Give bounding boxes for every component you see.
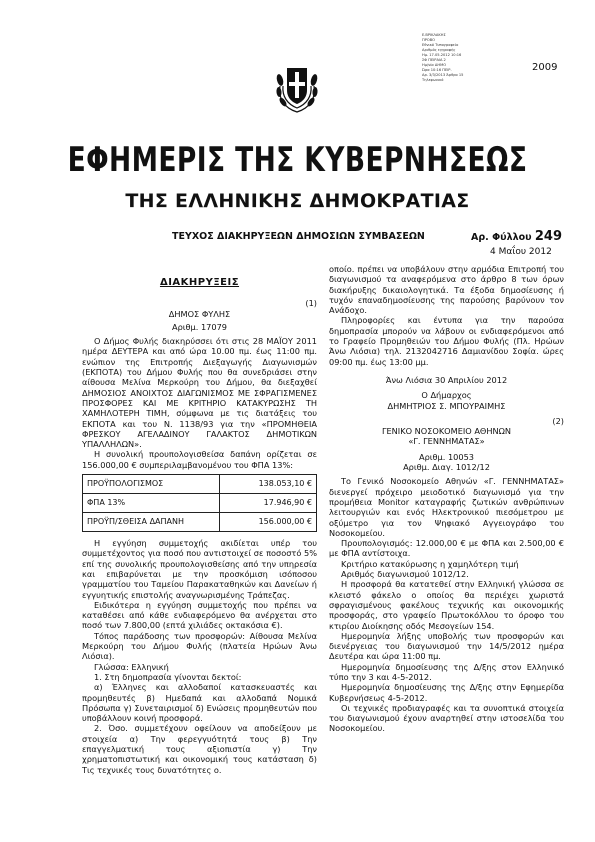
- paragraph: α) Έλληνες και αλλοδαποί κατασκευαστές και προμηθευτές β) Ημεδαπά και αλλοδαπά Νομικά Πρόσωπα γ) Συνεταιρισμοί δ) Ενώσεις προμηθευτών που υποβάλλουν κοινή προσφορά.: [82, 682, 317, 724]
- item-number: (2): [552, 415, 564, 426]
- table-cell-label: ΦΠΑ 13%: [83, 494, 220, 513]
- place-date: Άνω Λιόσια 30 Απριλίου 2012: [385, 374, 508, 385]
- gazette-masthead: ΕΦΗΜΕΡΙΣ ΤΗΣ ΚΥΒΕΡΝΗΣΕΩΣ: [67, 140, 528, 180]
- paragraph: Αριθμός διαγωνισμού 1012/12.: [341, 569, 469, 580]
- right-column: [329, 264, 564, 734]
- table-cell-label: ΠΡΟΫΠΟΛΟΓΙΣΜΟΣ: [83, 475, 220, 494]
- paragraph: Το Γενικό Νοσοκομείο Αθηνών «Γ. ΓΕΝΝΗΜΑΤΑΣ» διενεργεί πρόχειρο μειοδοτικό διαγωνισμό για την προμήθεια Monitor καταγραφής ζωτικών ανθρώπινων λειτουργιών και ενός Ηλεκτρονικού πιεσόμετρου με οξύμετρο για τον Ψηφιακό Αγγειογράφο του Νοσοκομείου.: [329, 476, 564, 538]
- table-cell-value: 156.000,00 €: [220, 513, 317, 532]
- reference-number: Αριθμ. 10053: [418, 451, 475, 462]
- paragraph: Η προσφορά θα κατατεθεί στην Ελληνική γλώσσα σε κλειστό φάκελο ο οποίος θα περιέχει χωριστά σφραγισμένους φακέλους τεχνικής και οικονομικής προσφοράς, στο γραφείο Πρωτοκόλλου το όροφο του κτιρίου Διοίκησης οδός Μεσογείων 154.: [329, 579, 564, 631]
- issue-number: 249: [534, 229, 562, 244]
- gazette-subtitle: ΤΗΣ ΕΛΛΗΝΙΚΗΣ ΔΗΜΟΚΡΑΤΙΑΣ: [125, 190, 470, 212]
- stamp-line: Εθνικό Τυπογραφείο: [422, 43, 459, 47]
- stamp-line: ΠΡΟΒΟ: [422, 38, 435, 42]
- issue-label: Αρ. Φύλλου: [471, 232, 532, 243]
- stamp-line: ΣΦ ΠΕΙΡΑΙΑ 2: [422, 58, 446, 62]
- paragraph: Ειδικότερα η εγγύηση συμμετοχής που πρέπει να καταθέσει από κάθε ενδιαφερόμενο θα ανέρχεται στο ποσό των 7.800,00 (επτά χιλιάδες οκτακόσια €).: [82, 599, 317, 631]
- issuer-name: ΓΕΝΙΚΟ ΝΟΣΟΚΟΜΕΙΟ ΑΘΗΝΩΝ: [381, 426, 512, 437]
- page-number: 2009: [532, 62, 558, 73]
- stamp-line: Ημ/νία ΔΗΜΟ: [422, 63, 447, 67]
- reference-number: Αριθμ. 17079: [171, 321, 228, 332]
- paragraph: 2. Όσο. συμμετέχουν οφείλουν να αποδείξουν με στοιχεία α) Την φερεγγυότητά τους β) Την επαγγελματική τους αξιοπιστία γ) Την χρηματοπιστωτική και οικονομική τους κατάσταση δ) Τις τεχνικές τους δυνατότητες ο.: [82, 723, 317, 775]
- left-column: [82, 278, 317, 775]
- table-row: [83, 494, 317, 513]
- stamp-line: Αριθμός εγγραφής: [422, 48, 456, 52]
- paragraph: Τόπος παράδοσης των προσφορών: Αίθουσα Μελίνα Μερκούρη του Δήμου Φυλής (πλατεία Ηρώων Άνω Λιόσια).: [82, 630, 317, 662]
- paragraph: Κριτήριο κατακύρωσης η χαμηλότερη τιμή: [341, 558, 519, 569]
- table-cell-label: ΠΡΟΫΠ/ΣΘΕΙΣΑ ΔΑΠΑΝΗ: [83, 513, 220, 532]
- issuer-name-2: «Γ. ΓΕΝΝΗΜΑΤΑΣ»: [408, 436, 485, 447]
- stamp-line: Ημ. 17.05.2012 10:16: [422, 53, 462, 57]
- paragraph: Ημερομηνία λήξης υποβολής των προσφορών και διενέργειας του διαγωνισμού την 14/5/2012 ημέρα Δευτέρα και ώρα 11:00 πμ.: [329, 630, 564, 662]
- stamp-line: Τηλεφωνικό: [422, 78, 444, 82]
- table-cell-value: 138.053,10 €: [220, 475, 317, 494]
- issue-number-label: [471, 229, 562, 244]
- table-row: [83, 513, 317, 532]
- registration-stamp: [422, 33, 494, 83]
- paragraph: Ο Δήμος Φυλής διακηρύσσει ότι στις 28 ΜΑΪΟΥ 2011 ημέρα ΔΕΥΤΕΡΑ και από ώρα 10.00 πμ. έως 11:00 πμ. ενώπιον της Επιτροπής Διεξαγωγής Διαγωνισμών (ΕΚΠΟΤΑ) του Δήμου Φυλής που θα συνεδριάσει στην αίθουσα Μελίνα Μερκούρη του Δήμου, θα διεξαχθεί ΔΗΜΟΣΙΟΣ ΑΝΟΙΧΤΟΣ ΔΙΑΓΩΝΙΣΜΟΣ ΜΕ ΣΦΡΑΓΙΣΜΕΝΕΣ ΠΡΟΣΦΟΡΕΣ ΚΑΙ ΜΕ ΚΡΙΤΗΡΙΟ ΚΑΤΑΚΥΡΩΣΗΣ ΤΗ ΧΑΜΗΛΟΤΕΡΗ ΤΙΜΗ, σύμφωνα με τις διατάξεις του ΕΚΠΟΤΑ και του Ν. 1138/93 για την «ΠΡΟΜΗΘΕΙΑ ΦΡΕΣΚΟΥ ΑΓΕΛΑΔΙΝΟΥ ΓΑΛΑΚΤΟΣ ΔΗΜΟΤΙΚΩΝ ΥΠΑΛΛΗΛΩΝ».: [82, 336, 317, 450]
- paragraph: Προυπολογισμός: 12.000,00 € με ΦΠΑ και 2.500,00 € με ΦΠΑ αντίστοιχα.: [329, 538, 564, 559]
- paragraph: Γλώσσα: Ελληνική: [94, 661, 169, 672]
- table-cell-value: 17.946,90 €: [220, 494, 317, 513]
- stamp-line: Ώρα 10:16 ΠΕΙΡ.: [422, 68, 452, 72]
- section-heading: ΔΙΑΚΗΡΥΞΕΙΣ: [159, 277, 240, 288]
- signer-name: ΔΗΜΗΤΡΙΟΣ Σ. ΜΠΟΥΡΑΙΜΗΣ: [387, 400, 506, 411]
- table-row: [83, 475, 317, 494]
- paragraph: Η συνολική προυπολογισθείσα δαπάνη ορίζεται σε 156.000,00 € συμπεριλαμβανομένου του ΦΠΑ 13%:: [82, 449, 317, 470]
- tender-number: Αριθμ. Διαγ. 1012/12: [403, 462, 490, 473]
- budget-table: [82, 474, 317, 532]
- paragraph: Ημερομηνία δημοσίευσης της Δ/ξης στην Εφημερίδα Κυβερνήσεως 4-5-2012.: [329, 682, 564, 703]
- paragraph: Οι τεχνικές προδιαγραφές και τα συνοπτικά στοιχεία του διαγωνισμού έχουν αναρτηθεί στην ιστοσελίδα του Νοσοκομείου.: [329, 702, 564, 734]
- issue-type: ΤΕΥΧΟΣ ΔΙΑΚΗΡΥΞΕΩΝ ΔΗΜΟΣΙΩΝ ΣΥΜΒΑΣΕΩΝ: [172, 231, 425, 242]
- issue-date: 4 Μαΐου 2012: [490, 247, 552, 257]
- stamp-line: Ε.ΒΡΙΚΛΑΚΗΣ: [422, 33, 446, 37]
- paragraph: Ημερομηνία δημοσίευσης της Δ/ξης στον Ελληνικό τύπο την 3 και 4-5-2012.: [329, 661, 564, 682]
- stamp-line: Αρ. 3/3/2013 Άρθρο 15: [422, 73, 464, 77]
- signer-title: Ο Δήμαρχος: [421, 390, 472, 401]
- issuer-name: ΔΗΜΟΣ ΦΥΛΗΣ: [168, 308, 231, 319]
- item-number: (1): [305, 298, 317, 309]
- paragraph: Η εγγύηση συμμετοχής ακιδίεται υπέρ του συμμετέχοντος για ποσό που αντιστοιχεί σε ποσοστό 5% επί της συνολικής προυπολογισθείσης από την υπηρεσία και επιβαρύνεται με την προσκόμιση ισόποσου γραμματίου του Ταμείου Παρακαταθηκών και Δανείων ή εγγυητικής επιστολής αναγνωρισμένης Τράπεζας.: [82, 538, 317, 600]
- paragraph: οποίο. πρέπει να υποβάλουν στην αρμόδια Επιτροπή του διαγωνισμού τα αναφερόμενα στο άρθρο 8 των όρων διακήρυξης δικαιολογητικά. Τα έξοδα δημοσίευσης ή τυχόν επαναδημοσίευσης της παρούσης βαρύνουν τον Ανάδοχο.: [329, 264, 564, 316]
- greek-coat-of-arms-icon: [274, 58, 320, 114]
- paragraph: 1. Στη δημοπρασία γίνονται δεκτοί:: [94, 671, 242, 682]
- paragraph: Πληροφορίες και έντυπα για την παρούσα δημοπρασία μπορούν να λάβουν οι ενδιαφερόμενοι από το Γραφείο Προμηθειών του Δήμου Φυλής (Πλ. Ηρώων Άνω Λιόσια) τηλ. 2132042716 Δαμιανίδου Σοφία. ώρες 09:00 πμ. έως 13:00 μμ.: [329, 315, 564, 367]
